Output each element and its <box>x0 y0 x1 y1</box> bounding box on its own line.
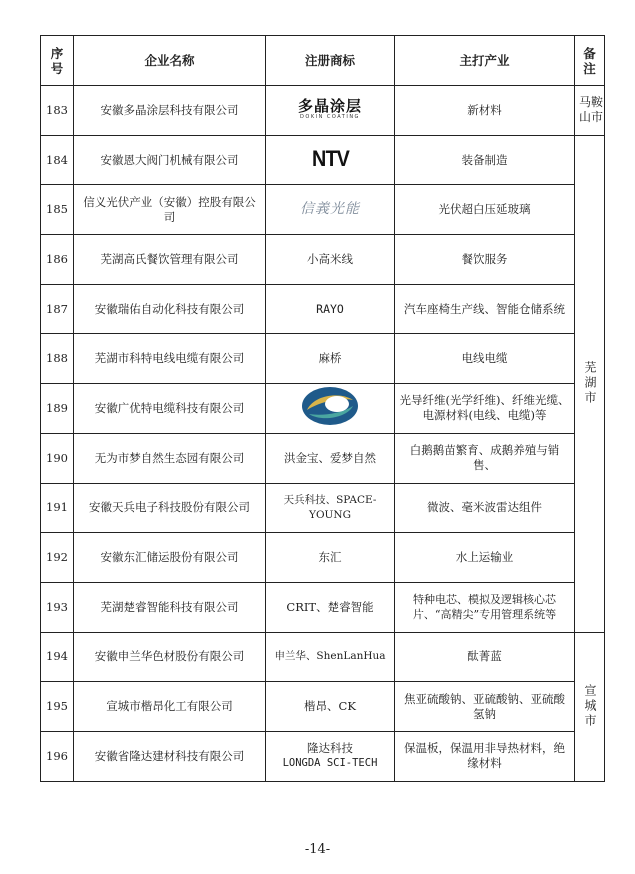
table-row <box>41 632 605 682</box>
industry-cell: 餐饮服务 <box>395 235 575 285</box>
remark-xuancheng: 宣城市 <box>583 684 597 730</box>
trademark-cell: CRIT、楚睿智能 <box>266 582 395 632</box>
company-cell: 安徽东汇储运股份有限公司 <box>74 533 266 583</box>
remark-cell <box>575 86 605 136</box>
table-row <box>41 384 605 434</box>
seq-cell: 186 <box>41 235 74 285</box>
seq-cell: 191 <box>41 483 74 533</box>
industry-cell: 新材料 <box>395 86 575 136</box>
table-row <box>41 86 605 136</box>
trademark-cell <box>266 731 395 781</box>
trademark-line1: 隆达科技 <box>307 741 353 756</box>
header-trademark: 注册商标 <box>266 36 395 86</box>
industry-cell: 酞菁蓝 <box>395 632 575 682</box>
industry-cell: 光伏超白压延玻璃 <box>395 185 575 235</box>
table-row <box>41 682 605 732</box>
table-row <box>41 483 605 533</box>
seq-cell: 188 <box>41 334 74 384</box>
trademark-cell <box>266 185 395 235</box>
logo-text: 多晶涂层 <box>297 97 362 116</box>
header-company: 企业名称 <box>74 36 266 86</box>
seq-cell: 189 <box>41 384 74 434</box>
company-cell: 安徽瑞佑自动化科技有限公司 <box>74 284 266 334</box>
company-cell: 安徽恩大阀门机械有限公司 <box>74 135 266 185</box>
trademark-cell: 申兰华、ShenLanHua <box>266 632 395 682</box>
company-cell: 安徽省隆达建材科技有限公司 <box>74 731 266 781</box>
header-remark: 备注 <box>575 36 605 86</box>
trademark-cell: 楷昂、CK <box>266 682 395 732</box>
trademark-cell: RAYO <box>266 284 395 334</box>
industry-cell: 保温板，保温用非导热材料，绝缘材料 <box>395 731 575 781</box>
table-row <box>41 284 605 334</box>
seq-cell: 194 <box>41 632 74 682</box>
table-row <box>41 582 605 632</box>
page-number: -14- <box>304 842 331 857</box>
enterprise-table <box>40 35 605 782</box>
header-seq: 序号 <box>41 36 74 86</box>
company-cell: 信义光伏产业（安徽）控股有限公司 <box>74 185 266 235</box>
trademark-cell: 麻桥 <box>266 334 395 384</box>
seq-cell: 183 <box>41 86 74 136</box>
table-row <box>41 334 605 384</box>
company-cell: 宣城市楷昂化工有限公司 <box>74 682 266 732</box>
trademark-cell: 天兵科技、SPACE-YOUNG <box>266 483 395 533</box>
seq-cell: 190 <box>41 433 74 483</box>
remark-cell-xuancheng <box>575 632 605 781</box>
header-industry: 主打产业 <box>395 36 575 86</box>
company-cell: 安徽申兰华色材股份有限公司 <box>74 632 266 682</box>
trademark-cell: 小高米线 <box>266 235 395 285</box>
remark-cell-wuhu <box>575 135 605 632</box>
guangyoute-logo <box>301 386 359 426</box>
seq-cell: 196 <box>41 731 74 781</box>
table-row <box>41 533 605 583</box>
company-cell: 安徽天兵电子科技股份有限公司 <box>74 483 266 533</box>
trademark-cell <box>266 86 395 136</box>
table-row <box>41 235 605 285</box>
industry-cell: 电线电缆 <box>395 334 575 384</box>
table-row <box>41 185 605 235</box>
seq-cell: 192 <box>41 533 74 583</box>
industry-cell: 光导纤维(光学纤维)、纤维光缆、电源材料(电线、电缆)等 <box>395 384 575 434</box>
ntv-logo: NTV <box>311 145 349 171</box>
table-row <box>41 731 605 781</box>
industry-cell: 特种电芯、模拟及逻辑核心芯片、“高精尖”专用管理系统等 <box>395 582 575 632</box>
table-row <box>41 433 605 483</box>
table-header-row <box>41 36 605 86</box>
company-cell: 芜湖楚睿智能科技有限公司 <box>74 582 266 632</box>
trademark-cell <box>266 384 395 434</box>
duojing-logo <box>298 98 362 121</box>
trademark-line2: LONGDA SCI-TECH <box>282 757 378 770</box>
remark-maanshan: 马鞍山市 <box>579 95 604 125</box>
seq-cell: 185 <box>41 185 74 235</box>
table-row <box>41 135 605 185</box>
industry-cell: 白鹅鹅苗繁育、成鹅养殖与销售、 <box>395 433 575 483</box>
seq-cell: 195 <box>41 682 74 732</box>
remark-wuhu: 芜湖市 <box>583 361 597 407</box>
company-cell: 芜湖高氏餐饮管理有限公司 <box>74 235 266 285</box>
seq-cell: 193 <box>41 582 74 632</box>
industry-cell: 焦亚硫酸钠、亚硫酸钠、亚硫酸氢钠 <box>395 682 575 732</box>
xinyi-logo: 信義光能 <box>300 201 360 218</box>
industry-cell: 水上运输业 <box>395 533 575 583</box>
industry-cell: 汽车座椅生产线、智能仓储系统 <box>395 284 575 334</box>
logo-subtext: DOKIN COATING <box>300 114 360 121</box>
industry-cell: 微波、毫米波雷达组件 <box>395 483 575 533</box>
trademark-cell: 东汇 <box>266 533 395 583</box>
company-cell: 芜湖市科特电线电缆有限公司 <box>74 334 266 384</box>
trademark-cell: 洪金宝、爱梦自然 <box>266 433 395 483</box>
seq-cell: 187 <box>41 284 74 334</box>
company-cell: 无为市梦自然生态园有限公司 <box>74 433 266 483</box>
company-cell: 安徽多晶涂层科技有限公司 <box>74 86 266 136</box>
industry-cell: 装备制造 <box>395 135 575 185</box>
seq-cell: 184 <box>41 135 74 185</box>
trademark-cell <box>266 135 395 185</box>
company-cell: 安徽广优特电缆科技有限公司 <box>74 384 266 434</box>
